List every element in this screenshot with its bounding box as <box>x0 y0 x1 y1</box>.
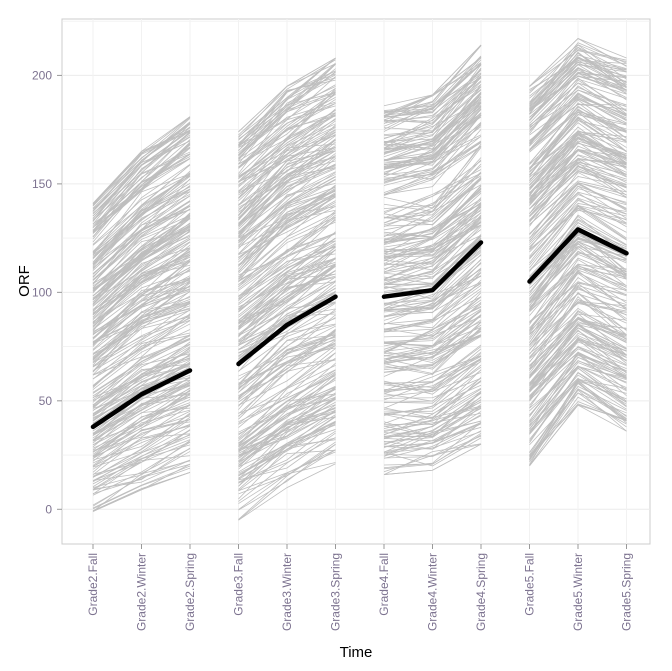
x-axis-ticks <box>86 544 634 631</box>
x-tick-label: Grade5.Spring <box>619 553 634 632</box>
y-tick-label: 150 <box>31 176 52 191</box>
x-tick-label: Grade5.Fall <box>522 553 537 616</box>
x-tick-label: Grade3.Fall <box>231 553 246 616</box>
x-tick-label: Grade2.Winter <box>134 553 149 632</box>
x-tick-label: Grade4.Winter <box>425 553 440 632</box>
x-tick-label: Grade3.Winter <box>280 553 294 632</box>
x-axis-title: Time <box>339 644 373 661</box>
x-tick-label: Grade3.Spring <box>328 553 343 632</box>
y-tick-label: 0 <box>45 502 52 517</box>
y-axis-title: ORF <box>16 265 33 297</box>
x-tick-label: Grade4.Fall <box>377 553 391 616</box>
x-tick-label: Grade2.Spring <box>183 553 197 632</box>
y-axis-ticks <box>32 68 62 516</box>
x-tick-label: Grade4.Spring <box>474 553 488 632</box>
y-tick-label: 200 <box>31 68 52 83</box>
y-tick-label: 50 <box>38 393 52 408</box>
y-tick-label: 100 <box>31 285 52 300</box>
x-tick-label: Grade2.Fall <box>86 553 100 616</box>
x-tick-label: Grade5.Winter <box>571 553 585 632</box>
